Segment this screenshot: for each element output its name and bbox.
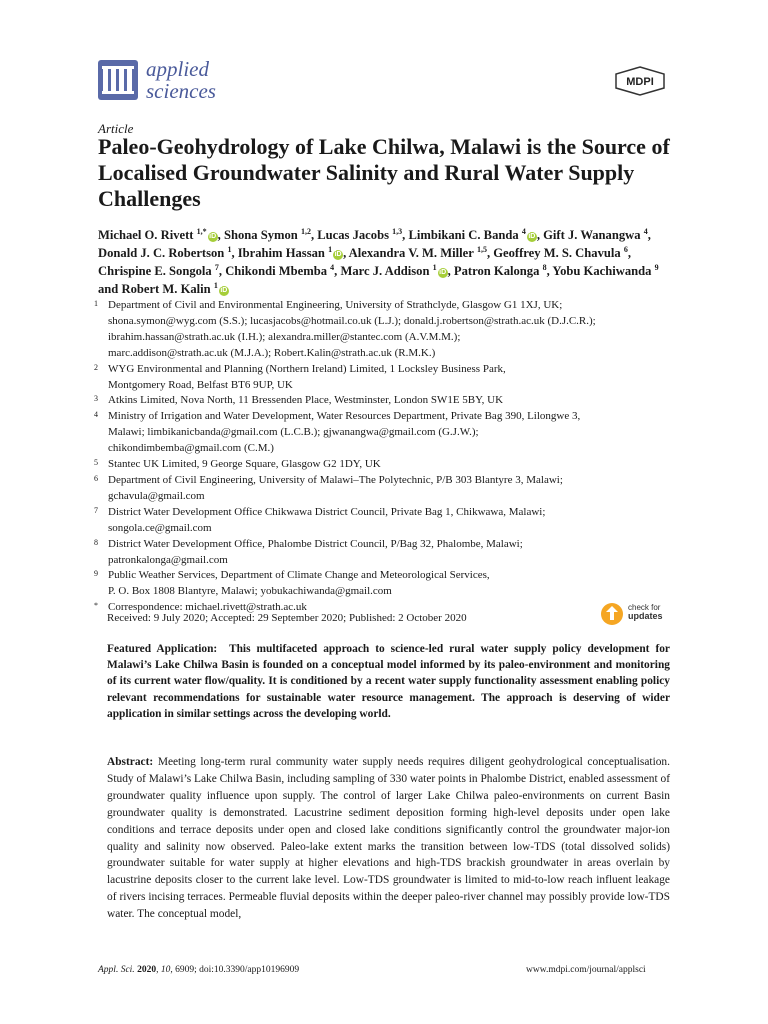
- journal-url[interactable]: www.mdpi.com/journal/applsci: [526, 965, 646, 975]
- citation-footer: Appl. Sci. 2020, 10, 6909; doi:10.3390/app10196909: [98, 965, 300, 975]
- article-title: Paleo-Geohydrology of Lake Chilwa, Malawi is the Source of Localised Groundwater Salinity and Rural Water Supply Challenges: [98, 134, 670, 211]
- affiliation-line: District Water Development Office Chikwawa District Council, Private Bag 1, Chikwawa, Malawi;: [108, 505, 546, 518]
- author-affiliation-marker: 1,5: [476, 244, 487, 254]
- author-name[interactable]: Chikondi Mbemba: [225, 264, 328, 278]
- publisher-logo[interactable]: [614, 66, 666, 96]
- affiliation-item: [94, 473, 678, 505]
- affiliation-item: [94, 362, 678, 394]
- article-type: Article: [98, 121, 134, 136]
- affiliation-line: P. O. Box 1808 Blantyre, Malawi; yobukachiwanda@gmail.com: [108, 585, 392, 598]
- journal-logo[interactable]: [98, 58, 238, 108]
- author-list: [98, 226, 678, 298]
- affiliation-line: Public Weather Services, Department of Climate Change and Meteorological Services,: [108, 569, 490, 582]
- affiliation-line: Ministry of Irrigation and Water Development, Water Resources Department, Private Bag 390, Lilongwe 3,: [108, 410, 581, 423]
- author-affiliation-marker: 1,2: [300, 226, 311, 236]
- affiliation-number: 3: [94, 394, 98, 404]
- affiliation-number: 5: [94, 458, 98, 468]
- author-separator: ,: [310, 228, 318, 242]
- affiliation-number: 1: [94, 299, 98, 308]
- author-name[interactable]: Michael O. Rivett: [98, 228, 194, 242]
- author-name[interactable]: Lucas Jacobs: [317, 228, 389, 242]
- affiliation-line: songola.ce@gmail.com: [108, 521, 212, 534]
- featured-application-text: This multifaceted approach to science-led rural water supply policy development for Malawi’s Lake Chilwa Basin is founded on a conceptual model informed by its paleo-environment and monitoring of its current water flow/quality. It is conditioned by a recent water supply functionality assessment enabling policy relevant recommendations for sustainable water resource management. The approach is deserving of wider application in similar settings across the developing world.: [107, 643, 670, 720]
- affiliation-item: [94, 393, 678, 409]
- author-affiliation-marker: 1: [213, 280, 218, 290]
- author-name[interactable]: Patron Kalonga: [453, 264, 540, 278]
- author-separator: ,: [402, 228, 409, 242]
- affiliation-number: 7: [94, 505, 98, 515]
- affiliation-number: 2: [94, 362, 98, 372]
- affiliation-item: [94, 568, 678, 600]
- journal-name: [146, 58, 216, 102]
- author-separator: ,: [647, 228, 651, 242]
- footer-journal-abbrev: Appl. Sci.: [98, 965, 135, 975]
- affiliation-line: Department of Civil and Environmental Engineering, University of Strathclyde, Glasgow G1 1XJ, UK;: [108, 299, 563, 311]
- author-name[interactable]: Chrispine E. Songola: [98, 264, 212, 278]
- author-affiliation-marker: 9: [654, 262, 659, 272]
- footer-doi: , 6909; doi:10.3390/app10196909: [170, 965, 300, 975]
- affiliation-item: [94, 298, 678, 362]
- affiliation-line: gchavula@gmail.com: [108, 489, 205, 502]
- author-separator: and: [98, 282, 122, 296]
- author-separator: ,: [486, 246, 494, 260]
- affiliation-line: ibrahim.hassan@strath.ac.uk (I.H.); alexandra.miller@stantec.com (A.V.M.M.);: [108, 330, 461, 343]
- affiliation-item: [94, 409, 678, 457]
- author-separator: ,: [447, 264, 454, 278]
- check-updates-line2: updates: [628, 611, 663, 621]
- author-name[interactable]: Shona Symon: [223, 228, 298, 242]
- featured-application-label: Featured Application:: [107, 643, 218, 655]
- affiliation-number: 6: [94, 473, 98, 483]
- orcid-icon[interactable]: iD: [220, 287, 228, 294]
- journal-name-line2: sciences: [146, 79, 216, 103]
- author-name[interactable]: Yobu Kachiwanda: [552, 264, 652, 278]
- footer-volume: 10: [160, 965, 171, 975]
- affiliation-list: [94, 298, 678, 616]
- check-updates-line1: check for: [628, 603, 661, 612]
- affiliation-line: WYG Environmental and Planning (Northern Ireland) Limited, 1 Locksley Business Park,: [108, 362, 506, 375]
- mdpi-logo-icon: [614, 66, 666, 96]
- featured-application: [107, 641, 670, 722]
- author-affiliation-marker: 4: [643, 226, 648, 236]
- author-name[interactable]: Gift J. Wanangwa: [543, 228, 641, 242]
- affiliation-line: Malawi; limbikanicbanda@gmail.com (L.C.B.); gjwanangwa@gmail.com (G.J.W.);: [108, 426, 479, 439]
- author-affiliation-marker: 4: [330, 262, 335, 272]
- affiliation-item: [94, 537, 678, 569]
- author-affiliation-marker: 1,3: [392, 226, 403, 236]
- author-separator: ,: [334, 264, 341, 278]
- abstract-label: Abstract:: [107, 756, 154, 768]
- author-affiliation-marker: 1: [432, 262, 437, 272]
- author-affiliation-marker: 1: [227, 244, 232, 254]
- publication-dates: Received: 9 July 2020; Accepted: 29 September 2020; Published: 2 October 2020: [107, 612, 467, 624]
- author-separator: ,: [218, 264, 226, 278]
- author-name[interactable]: Marc J. Addison: [340, 264, 430, 278]
- publisher-name: MDPI: [626, 76, 654, 88]
- affiliation-line: patronkalonga@gmail.com: [108, 553, 228, 566]
- journal-emblem-icon: [98, 60, 138, 100]
- author-separator: ,: [231, 246, 238, 260]
- author-name[interactable]: Ibrahim Hassan: [237, 246, 325, 260]
- orcid-icon[interactable]: iD: [439, 269, 447, 276]
- footer-year: 2020: [137, 965, 157, 975]
- affiliation-number: *: [94, 601, 98, 611]
- orcid-icon[interactable]: iD: [334, 251, 342, 258]
- author-affiliation-marker: 7: [214, 262, 219, 272]
- author-affiliation-marker: 8: [542, 262, 547, 272]
- author-separator: ,: [627, 246, 631, 260]
- orcid-icon[interactable]: iD: [528, 233, 536, 240]
- author-name[interactable]: Limbikani C. Banda: [408, 228, 519, 242]
- author-separator: ,: [536, 228, 544, 242]
- author-separator: ,: [546, 264, 553, 278]
- affiliation-item: [94, 505, 678, 537]
- author-name[interactable]: Geoffrey M. S. Chavula: [493, 246, 621, 260]
- author-affiliation-marker: 4: [521, 226, 526, 236]
- affiliation-line: chikondimbemba@gmail.com (C.M.): [108, 442, 274, 455]
- journal-name-line1: applied: [146, 57, 209, 81]
- affiliation-line: Atkins Limited, Nova North, 11 Bressenden Place, Westminster, London SW1E 5BY, UK: [108, 394, 504, 407]
- affiliation-line: Department of Civil Engineering, University of Malawi–The Polytechnic, P/B 303 Blantyre 3, Malawi;: [108, 473, 563, 486]
- affiliation-line: Correspondence: michael.rivett@strath.ac.uk: [108, 601, 307, 614]
- affiliation-line: shona.symon@wyg.com (S.S.); lucasjacobs@hotmail.co.uk (L.J.); donald.j.robertson@strath.ac.uk (D.J.C.R.);: [108, 314, 596, 327]
- orcid-icon[interactable]: iD: [209, 233, 217, 240]
- affiliation-number: 8: [94, 537, 98, 547]
- author-separator: ,: [217, 228, 224, 242]
- author-affiliation-marker: 1: [328, 244, 333, 254]
- author-name[interactable]: Alexandra V. M. Miller: [348, 246, 474, 260]
- affiliation-line: Montgomery Road, Belfast BT6 9UP, UK: [108, 378, 293, 391]
- abstract: [107, 754, 670, 923]
- affiliation-number: 9: [94, 569, 98, 579]
- author-name[interactable]: Donald J. C. Robertson: [98, 246, 225, 260]
- check-for-updates-badge[interactable]: [600, 600, 672, 628]
- affiliation-line: marc.addison@strath.ac.uk (M.J.A.); Robert.Kalin@strath.ac.uk (R.M.K.): [108, 346, 436, 359]
- affiliation-line: District Water Development Office, Phalombe District Council, P/Bag 32, Phalombe, Malawi;: [108, 537, 523, 550]
- author-affiliation-marker: 1,*: [196, 226, 207, 236]
- affiliation-line: Stantec UK Limited, 9 George Square, Glasgow G2 1DY, UK: [108, 458, 381, 471]
- author-separator: ,: [343, 246, 349, 260]
- author-affiliation-marker: 6: [623, 244, 628, 254]
- author-name[interactable]: Robert M. Kalin: [121, 282, 211, 296]
- check-updates-icon: [600, 602, 624, 626]
- affiliation-item: [94, 457, 678, 473]
- abstract-text: Meeting long-term rural community water supply needs requires diligent geohydrological conceptualisation. Study of Malawi’s Lake Chilwa Basin, including sampling of 330 water points in Phalombe District, enabled assessment of groundwater quality influence upon supply. The control of larger Lake Chilwa paleo-environments on current Basin groundwater quality is demonstrated. Lacustrine sediment deposition forming high-level deposits under open lake conditions and terrace deposits under open and closed lake conditions significantly control the groundwater major-ion quality and salinity now observed. Paleo-lake extent marks the transition between low-TDS (total dissolved solids) groundwater suitable for water supply at higher elevations and high-TDS brackish groundwater in areas overlain by lacustrine deposits closer to the current lake level. Low-TDS groundwater is limited to mid-to-low reach influent leakage of rivers incising terraces. Permeable fluvial deposits within the deeper paleo-river channel may possibly provide low-TDS water. The conceptual model,: [107, 756, 670, 921]
- affiliation-number: 4: [94, 410, 98, 420]
